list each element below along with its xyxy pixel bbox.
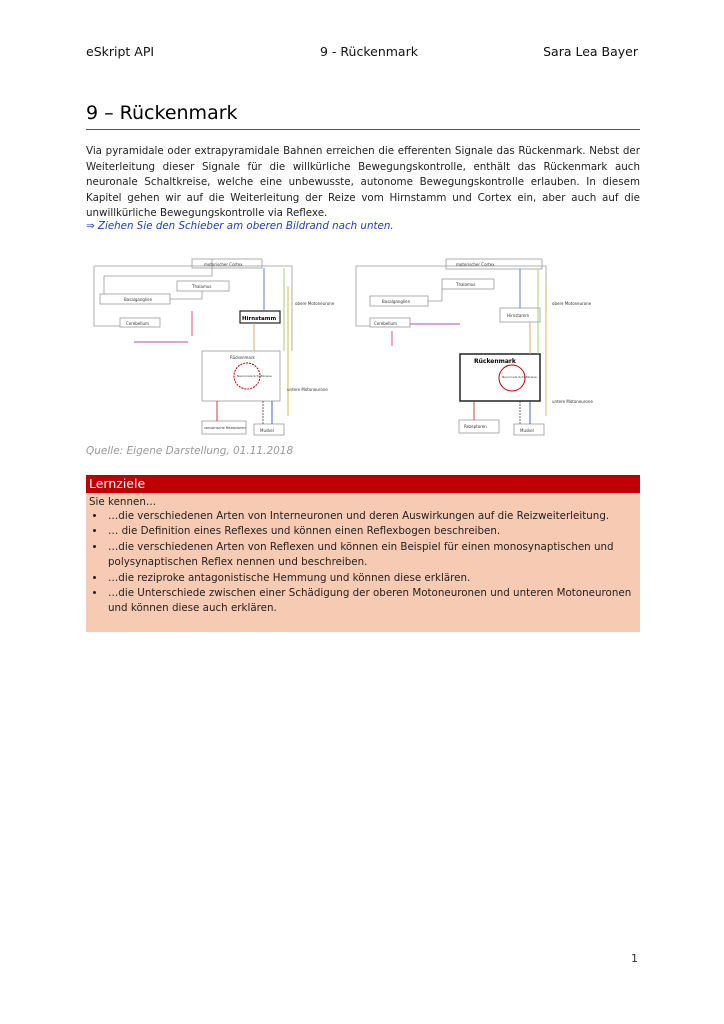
label-brainstem: Hirnstamm — [242, 316, 277, 322]
label-cerebellum: Cerebellum — [126, 321, 149, 326]
page-title: 9 – Rückenmark — [86, 102, 640, 130]
label-interneuron: Neuronale Schaltkreise — [502, 375, 537, 379]
list-item: • …die Unterschiede zwischen einer Schädigung der oberen Motoneuronen und unteren Motoneuronen und können diese auch erklären. — [106, 586, 634, 617]
label-cortex: motorischer Cortex — [456, 262, 495, 267]
label-brainstem: Hirnstamm — [507, 313, 530, 318]
list-item: • … die Definition eines Reflexes und können einen Reflexbogen beschreiben. — [106, 524, 634, 539]
figure-source: Quelle: Eigene Darstellung, 01.11.2018 — [86, 445, 294, 457]
label-cerebellum: Cerebellum — [374, 321, 397, 326]
label-upper-mn: obere Motoneurone — [295, 301, 335, 306]
label-upper-mn: obere Motoneurone — [552, 301, 592, 306]
learning-goals-intro: Sie kennen… — [89, 496, 157, 508]
label-cortex: motorischer Cortex — [204, 262, 243, 267]
label-basal: Basalganglien — [124, 297, 153, 302]
label-spinal: Rückenmark — [230, 355, 255, 360]
label-thalamus: Thalamus — [456, 282, 476, 287]
list-item: • …die verschiedenen Arten von Reflexen und können ein Beispiel für einen monosynaptischen und polysynaptischen Reflex nennen und beschreiben. — [106, 540, 634, 571]
motor-diagram-left — [92, 256, 335, 439]
instruction-text: ⇒ Ziehen Sie den Schieber am oberen Bildrand nach unten. — [86, 220, 394, 232]
list-item: • …die verschiedenen Arten von Interneuronen und deren Auswirkungen auf die Reizweiterleitung. — [106, 509, 634, 524]
label-thalamus: Thalamus — [192, 284, 212, 289]
label-lower-mn: untere Motoneurone — [287, 387, 328, 392]
header-left: eSkript API — [86, 44, 155, 59]
label-sensory: sensorische Rezeptoren — [204, 426, 246, 430]
motor-diagram-right — [352, 256, 592, 439]
header-right: Sara Lea Bayer — [543, 44, 638, 59]
label-muscle: Muskel — [260, 428, 274, 433]
page-number: 1 — [631, 952, 638, 965]
label-interneuron: Neuronale Schaltkreise — [237, 374, 272, 378]
label-sensory: Rezeptoren — [464, 424, 487, 429]
label-muscle: Muskel — [520, 428, 534, 433]
header-center: 9 - Rückenmark — [320, 44, 418, 59]
label-lower-mn: untere Motoneurone — [552, 399, 593, 404]
learning-goals-heading: Lernziele — [86, 475, 640, 493]
label-basal: Basalganglien — [382, 299, 411, 304]
learning-goals-box — [86, 475, 640, 632]
list-item: • …die reziproke antagonistische Hemmung und können diese erklären. — [106, 571, 634, 586]
learning-goals-list — [86, 509, 640, 617]
label-spinal: Rückenmark — [474, 358, 516, 365]
intro-paragraph: Via pyramidale oder extrapyramidale Bahnen erreichen die efferenten Signale das Rückenmark. Nebst der Weiterleitung dieser Signale für die willkürliche Bewegungskontrolle, enthält das Rückenmark auch neuronale Schaltkreise, welche eine unbewusste, autonome Bewegungskontrolle erlauben. In diesem Kapitel gehen wir auf die Weiterleitung der Reize vom Hirnstamm und Cortex ein, aber auch auf die unwillkürliche Bewegungskontrolle via Reflexe. — [86, 145, 640, 219]
